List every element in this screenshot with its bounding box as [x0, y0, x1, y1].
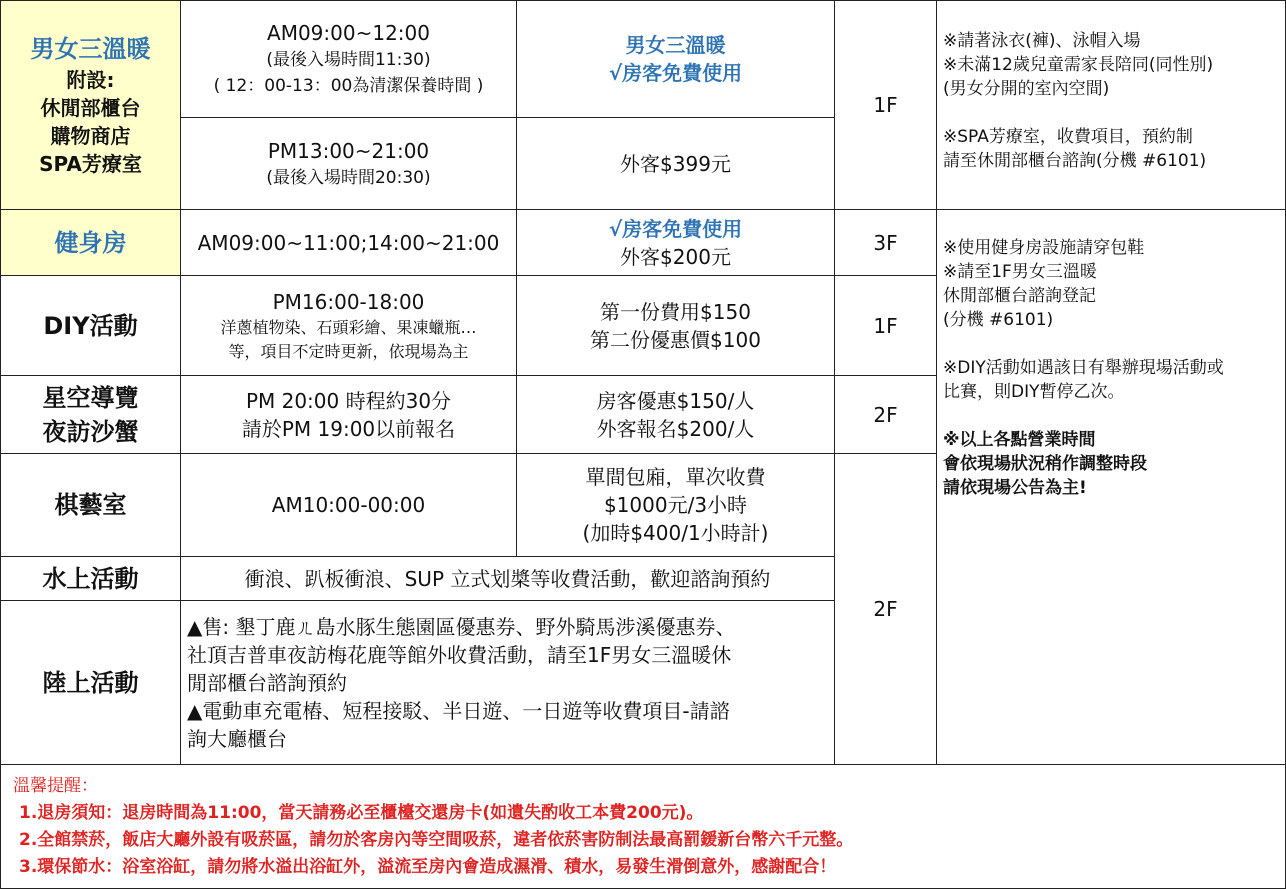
- diy-second-price: 第二份優惠價$100: [590, 327, 761, 352]
- land-desc-line: ▲電動車充電樁、短程接駁、半日遊、一日遊等收費項目-請諮: [187, 698, 730, 723]
- note-line: 會依現場狀況稍作調整時段: [943, 454, 1147, 474]
- spa-sub-line: 附設:: [66, 68, 115, 92]
- gym-floor: 3F: [873, 230, 898, 255]
- spa-afternoon-last-entry: (最後入場時間20:30): [266, 167, 431, 188]
- land-desc-line: 閒部櫃台諮詢預約: [187, 670, 347, 695]
- chess-time-cell: [180, 453, 517, 557]
- note-line: (分機 #6101): [943, 310, 1054, 330]
- star-floor: 2F: [873, 402, 898, 427]
- gym-floor-cell: [834, 209, 937, 276]
- note-line: 比賽，則DIY暫停乙次。: [943, 382, 1125, 402]
- chess-price: 單間包廂，單次收費: [585, 465, 766, 489]
- diy-price-cell: [516, 275, 835, 376]
- diy-desc: 等，項目不定時更新，依現場為主: [228, 341, 469, 361]
- spa-notes-cell: [936, 0, 1286, 210]
- diy-floor: 1F: [873, 313, 898, 338]
- note-line: ※SPA芳療室，收費項目，預約制: [943, 127, 1193, 147]
- lower-floor: 2F: [873, 597, 898, 621]
- diy-first-price: 第一份費用$150: [600, 299, 751, 324]
- reminder-item: 3.環保節水：浴室浴缸，請勿將水溢出浴缸外，溢流至房內會造成濕滑、積水，易發生滑倒意外，感謝配合！: [19, 857, 837, 877]
- reminder-item: 1.退房須知：退房時間為11:00，當天請務必至櫃檯交還房卡(如遺失酌收工本費200元)。: [19, 803, 704, 823]
- chess-hours: AM10:00-00:00: [271, 493, 426, 517]
- note-line: ※請著泳衣(褲)、泳帽入場: [943, 31, 1141, 51]
- water-desc: 衝浪、趴板衝浪、SUP 立式划槳等收費活動，歡迎諮詢預約: [244, 566, 771, 591]
- general-notes-cell: [936, 209, 1286, 765]
- chess-price: $1000元/3小時: [603, 493, 748, 517]
- spa-sub-line: 休閒部櫃台: [40, 96, 141, 120]
- spa-morning-hours: AM09:00~12:00: [267, 21, 430, 45]
- spa-title: 男女三溫暖: [30, 35, 151, 63]
- spa-name-cell: [0, 0, 181, 210]
- spa-floor-cell: [834, 0, 937, 210]
- diy-floor-cell: [834, 275, 937, 376]
- gym-guest-free: √房客免費使用: [608, 216, 743, 241]
- spa-afternoon-hours: PM13:00~21:00: [267, 138, 430, 163]
- star-guest-price: 房客優惠$150/人: [596, 388, 755, 413]
- land-name-cell: [0, 600, 181, 765]
- land-desc-line: ▲售: 墾丁鹿ㄦ島水豚生態園區優惠券、野外騎馬涉溪優惠券、: [187, 614, 736, 639]
- spa-guest-price-cell: [516, 0, 835, 118]
- diy-time-cell: [180, 275, 517, 376]
- note-line: ※未滿12歲兒童需家長陪同(同性別): [943, 55, 1214, 75]
- note-line: 請至休閒部櫃台諮詢(分機 #6101): [943, 151, 1207, 171]
- diy-name-cell: [0, 275, 181, 376]
- water-title: 水上活動: [42, 564, 139, 593]
- star-floor-cell: [834, 375, 937, 454]
- spa-morning-time-cell: [180, 0, 517, 118]
- spa-morning-last-entry: (最後入場時間11:30): [266, 50, 431, 70]
- spa-cleaning-time: ( 12：00-13：00為清潔保養時間 ): [213, 76, 484, 96]
- land-desc-line: 社頂吉普車夜訪梅花鹿等館外收費活動，請至1F男女三溫暖休: [187, 642, 732, 667]
- chess-price-cell: [516, 453, 835, 557]
- note-line: 請依現場公告為主!: [943, 478, 1087, 498]
- diy-hours: PM16:00-18:00: [272, 289, 425, 314]
- note-line: ※以上各點營業時間: [943, 430, 1096, 450]
- water-desc-cell: [180, 556, 835, 601]
- gym-name-cell: [0, 209, 181, 276]
- spa-sub-line: SPA芳療室: [39, 152, 142, 176]
- note-line: ※DIY活動如遇該日有舉辦現場活動或: [943, 358, 1224, 378]
- diy-desc: 洋蔥植物染、石頭彩繪、果凍蠟瓶…: [220, 317, 477, 337]
- water-name-cell: [0, 556, 181, 601]
- land-desc-cell: [180, 600, 835, 765]
- star-hours: PM 20:00 時程約30分: [245, 388, 452, 413]
- spa-floor: 1F: [873, 93, 898, 117]
- chess-price: (加時$400/1小時計): [582, 521, 769, 545]
- diy-title: DIY活動: [43, 311, 138, 340]
- star-visitor-price: 外客報名$200/人: [596, 416, 755, 441]
- star-title: 星空導覽: [42, 383, 139, 412]
- gym-time-cell: [180, 209, 517, 276]
- note-line: 休閒部櫃台諮詢登記: [943, 286, 1096, 306]
- note-line: ※使用健身房設施請穿包鞋: [943, 238, 1145, 258]
- spa-visitor-price: 外客$399元: [620, 151, 731, 176]
- star-price-cell: [516, 375, 835, 454]
- gym-title: 健身房: [54, 228, 127, 257]
- star-time-cell: [180, 375, 517, 454]
- chess-title: 棋藝室: [54, 491, 127, 519]
- land-title: 陸上活動: [42, 668, 139, 697]
- star-title: 夜訪沙蟹: [42, 417, 139, 446]
- chess-name-cell: [0, 453, 181, 557]
- spa-afternoon-time-cell: [180, 117, 517, 210]
- spa-sub-line: 購物商店: [50, 124, 131, 148]
- reminder-box: [0, 764, 1286, 889]
- note-line: (男女分開的室內空間): [943, 79, 1110, 99]
- spa-price-title: 男女三溫暖: [625, 33, 726, 57]
- note-line: ※請至1F男女三溫暖: [943, 262, 1097, 282]
- spa-guest-free: √房客免費使用: [608, 61, 743, 85]
- star-signup: 請於PM 19:00以前報名: [241, 416, 456, 441]
- spa-visitor-price-cell: [516, 117, 835, 210]
- star-name-cell: [0, 375, 181, 454]
- land-desc-line: 詢大廳櫃台: [187, 726, 287, 751]
- reminder-item: 2.全館禁菸，飯店大廳外設有吸菸區，請勿於客房內等空間吸菸，違者依菸害防制法最高罰鍰新台幣六千元整。: [19, 830, 854, 850]
- gym-visitor-price: 外客$200元: [620, 244, 731, 269]
- gym-price-cell: [516, 209, 835, 276]
- lower-floor-cell: [834, 453, 937, 765]
- reminder-title: 溫馨提醒：: [13, 776, 98, 796]
- gym-hours: AM09:00~11:00;14:00~21:00: [197, 230, 500, 255]
